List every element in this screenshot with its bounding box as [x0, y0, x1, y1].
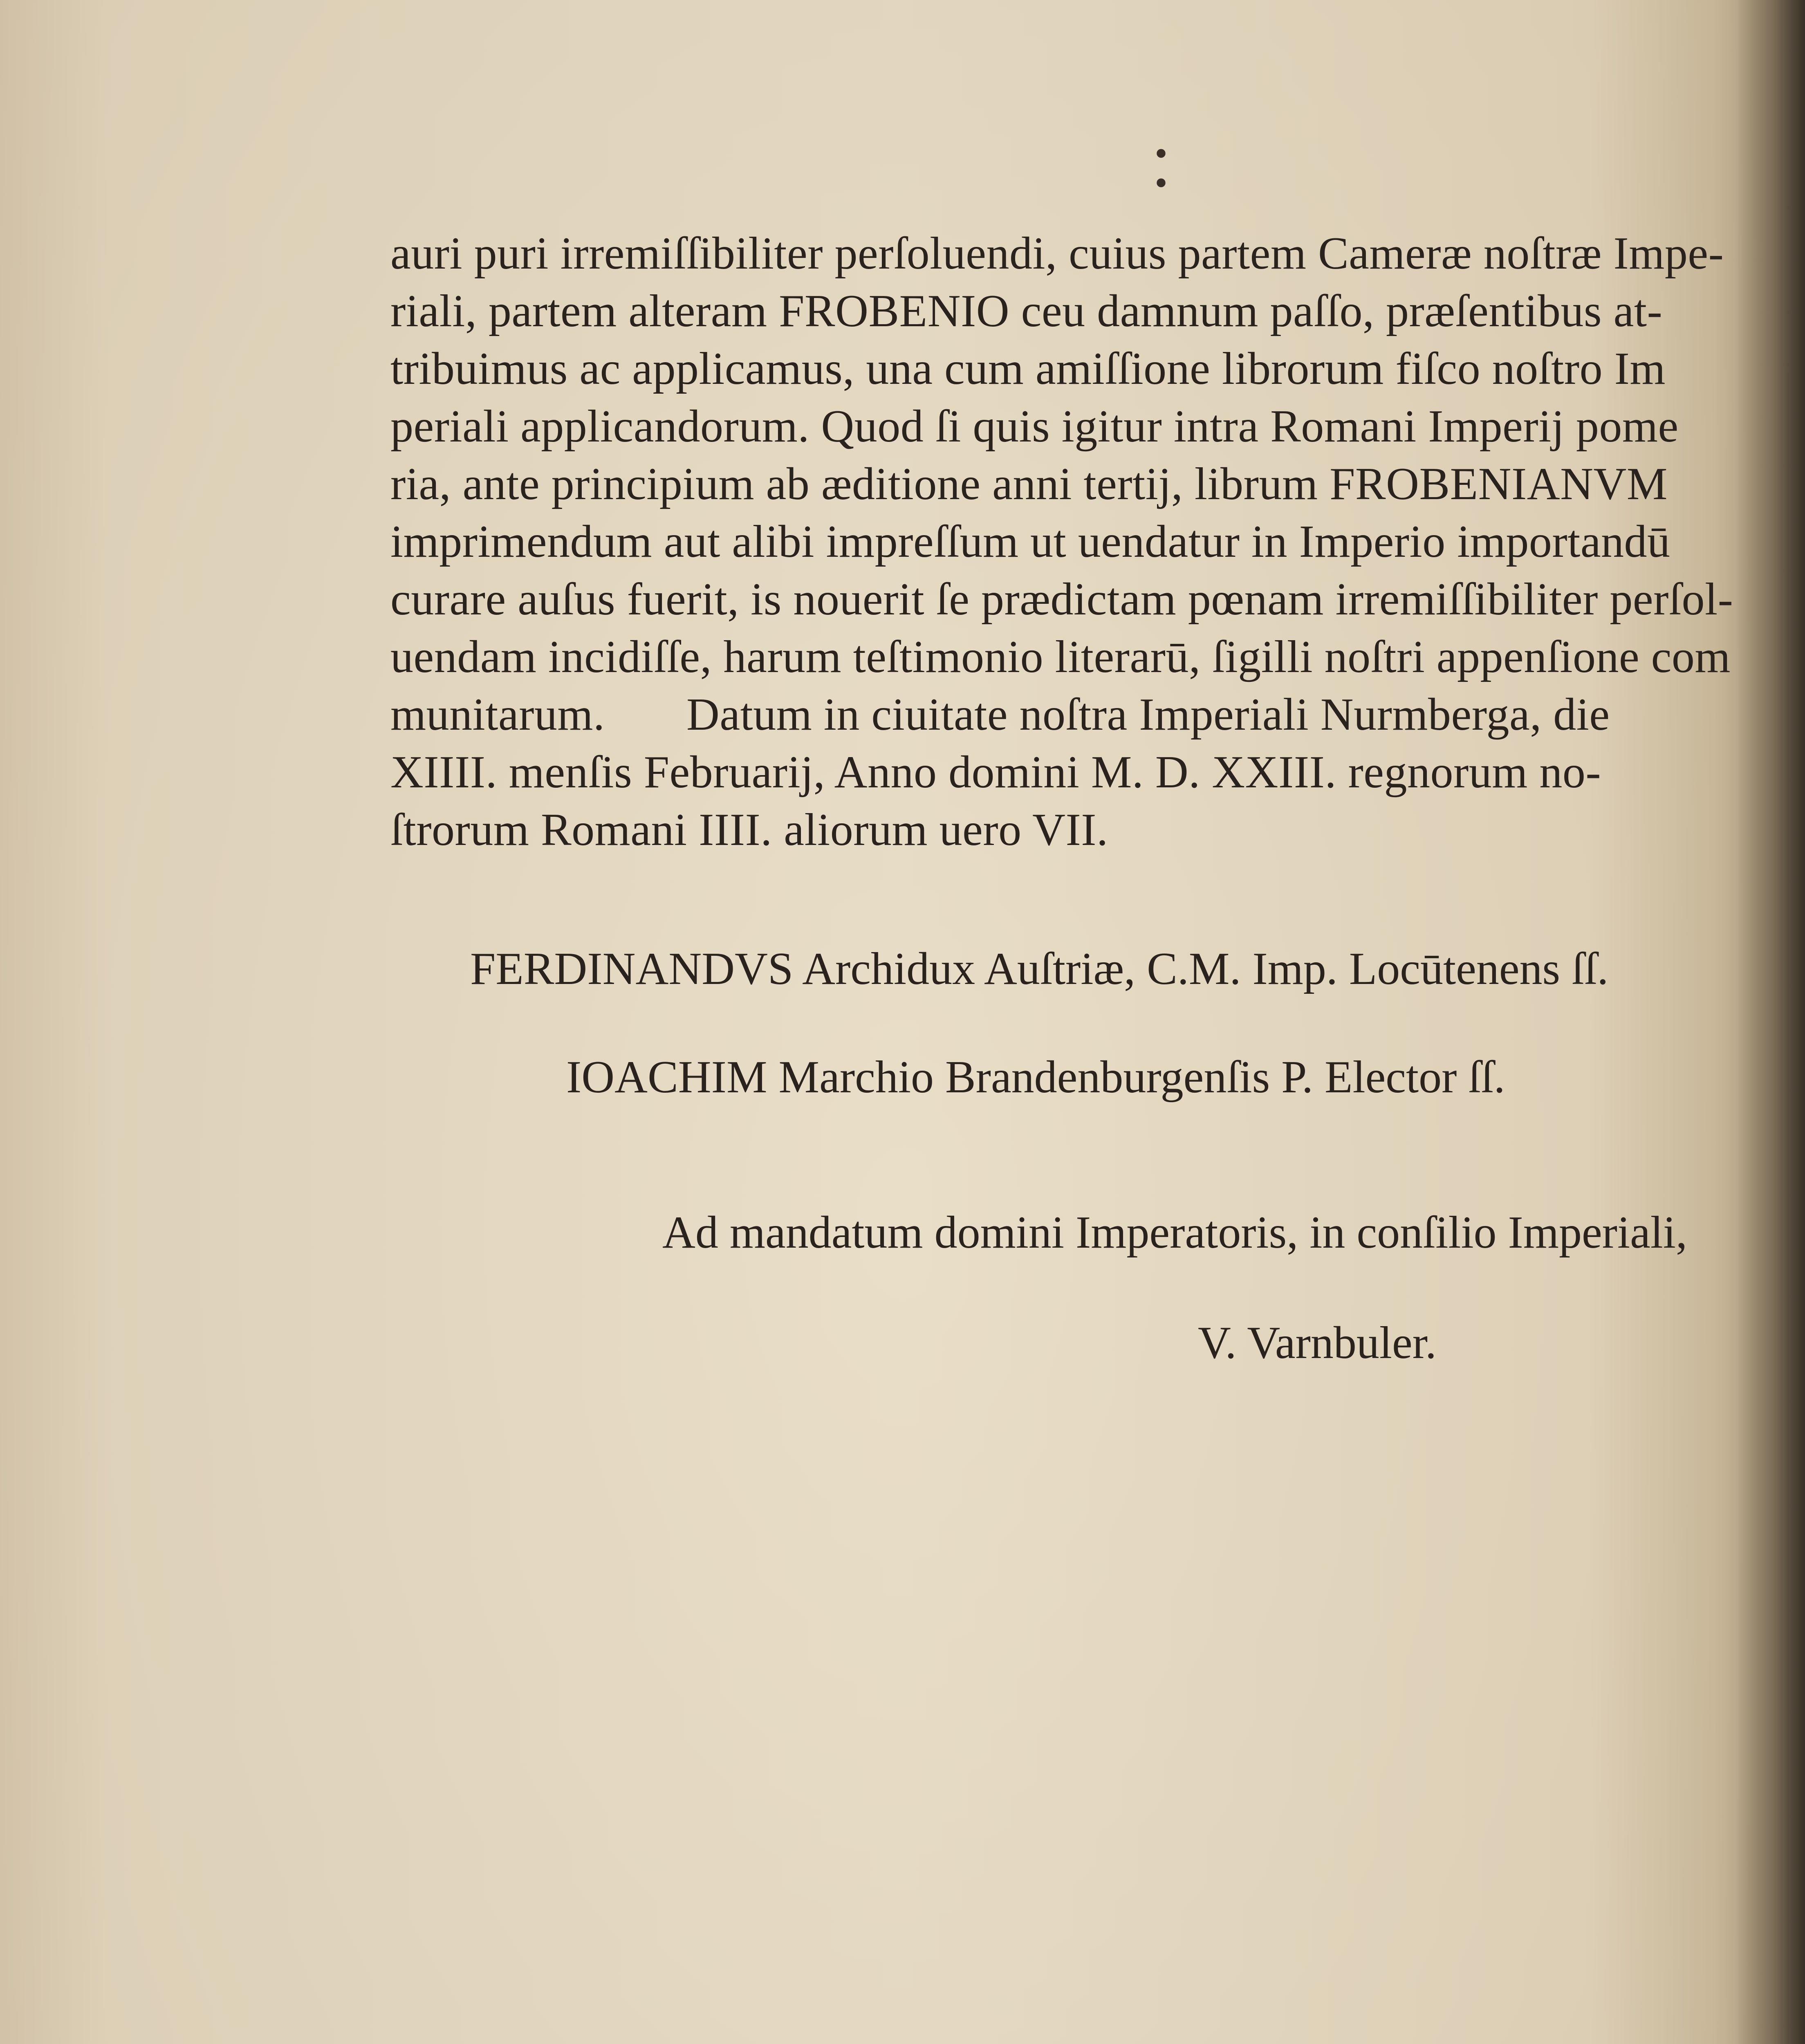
text-line: ſtrorum Romani IIII. aliorum uero VII. [390, 805, 1108, 855]
page-mark: • • [1155, 133, 1168, 203]
text-line: curare auſus fuerit, is nouerit ſe prædictam pœnam irremiſſibiliter perſol- [390, 574, 1733, 625]
text-line: XIIII. menſis Februarij, Anno domini M. D. XXIII. regnorum no- [390, 747, 1601, 798]
mandate-line: Ad mandatum domini Imperatoris, in conſilio Imperiali, [662, 1207, 1688, 1258]
signature-ferdinand: FERDINANDVS Archidux Auſtriæ, C.M. Imp. Locūtenens ſſ. [470, 944, 1609, 994]
text-line: auri puri irremiſſibiliter perſoluendi, cuius partem Cameræ noſtræ Impe- [390, 228, 1724, 279]
text-line: uendam incidiſſe, harum teſtimonio literarū, ſigilli noſtri appenſione com [390, 632, 1731, 682]
text-line: tribuimus ac applicamus, una cum amiſſione librorum fiſco noſtro Im [390, 343, 1666, 394]
text-line: munitarum. Datum in ciuitate noſtra Imperiali Nurmberga, die [390, 689, 1610, 740]
text-line: imprimendum aut alibi impreſſum ut uendatur in Imperio importandū [390, 516, 1670, 567]
text-line: periali applicandorum. Quod ſi quis igitur intra Romani Imperij pome [390, 401, 1679, 452]
secretary-signature: V. Varnbuler. [1198, 1318, 1437, 1368]
text-line: riali, partem alteram FROBENIO ceu damnum paſſo, præſentibus at- [390, 286, 1663, 336]
page-gutter-shadow [1735, 0, 1805, 2044]
text-line: ria, ante principium ab æditione anni tertij, librum FROBENIANVM [390, 459, 1668, 509]
body-text [390, 225, 1733, 859]
signature-joachim: IOACHIM Marchio Brandenburgenſis P. Elector ſſ. [566, 1052, 1505, 1103]
